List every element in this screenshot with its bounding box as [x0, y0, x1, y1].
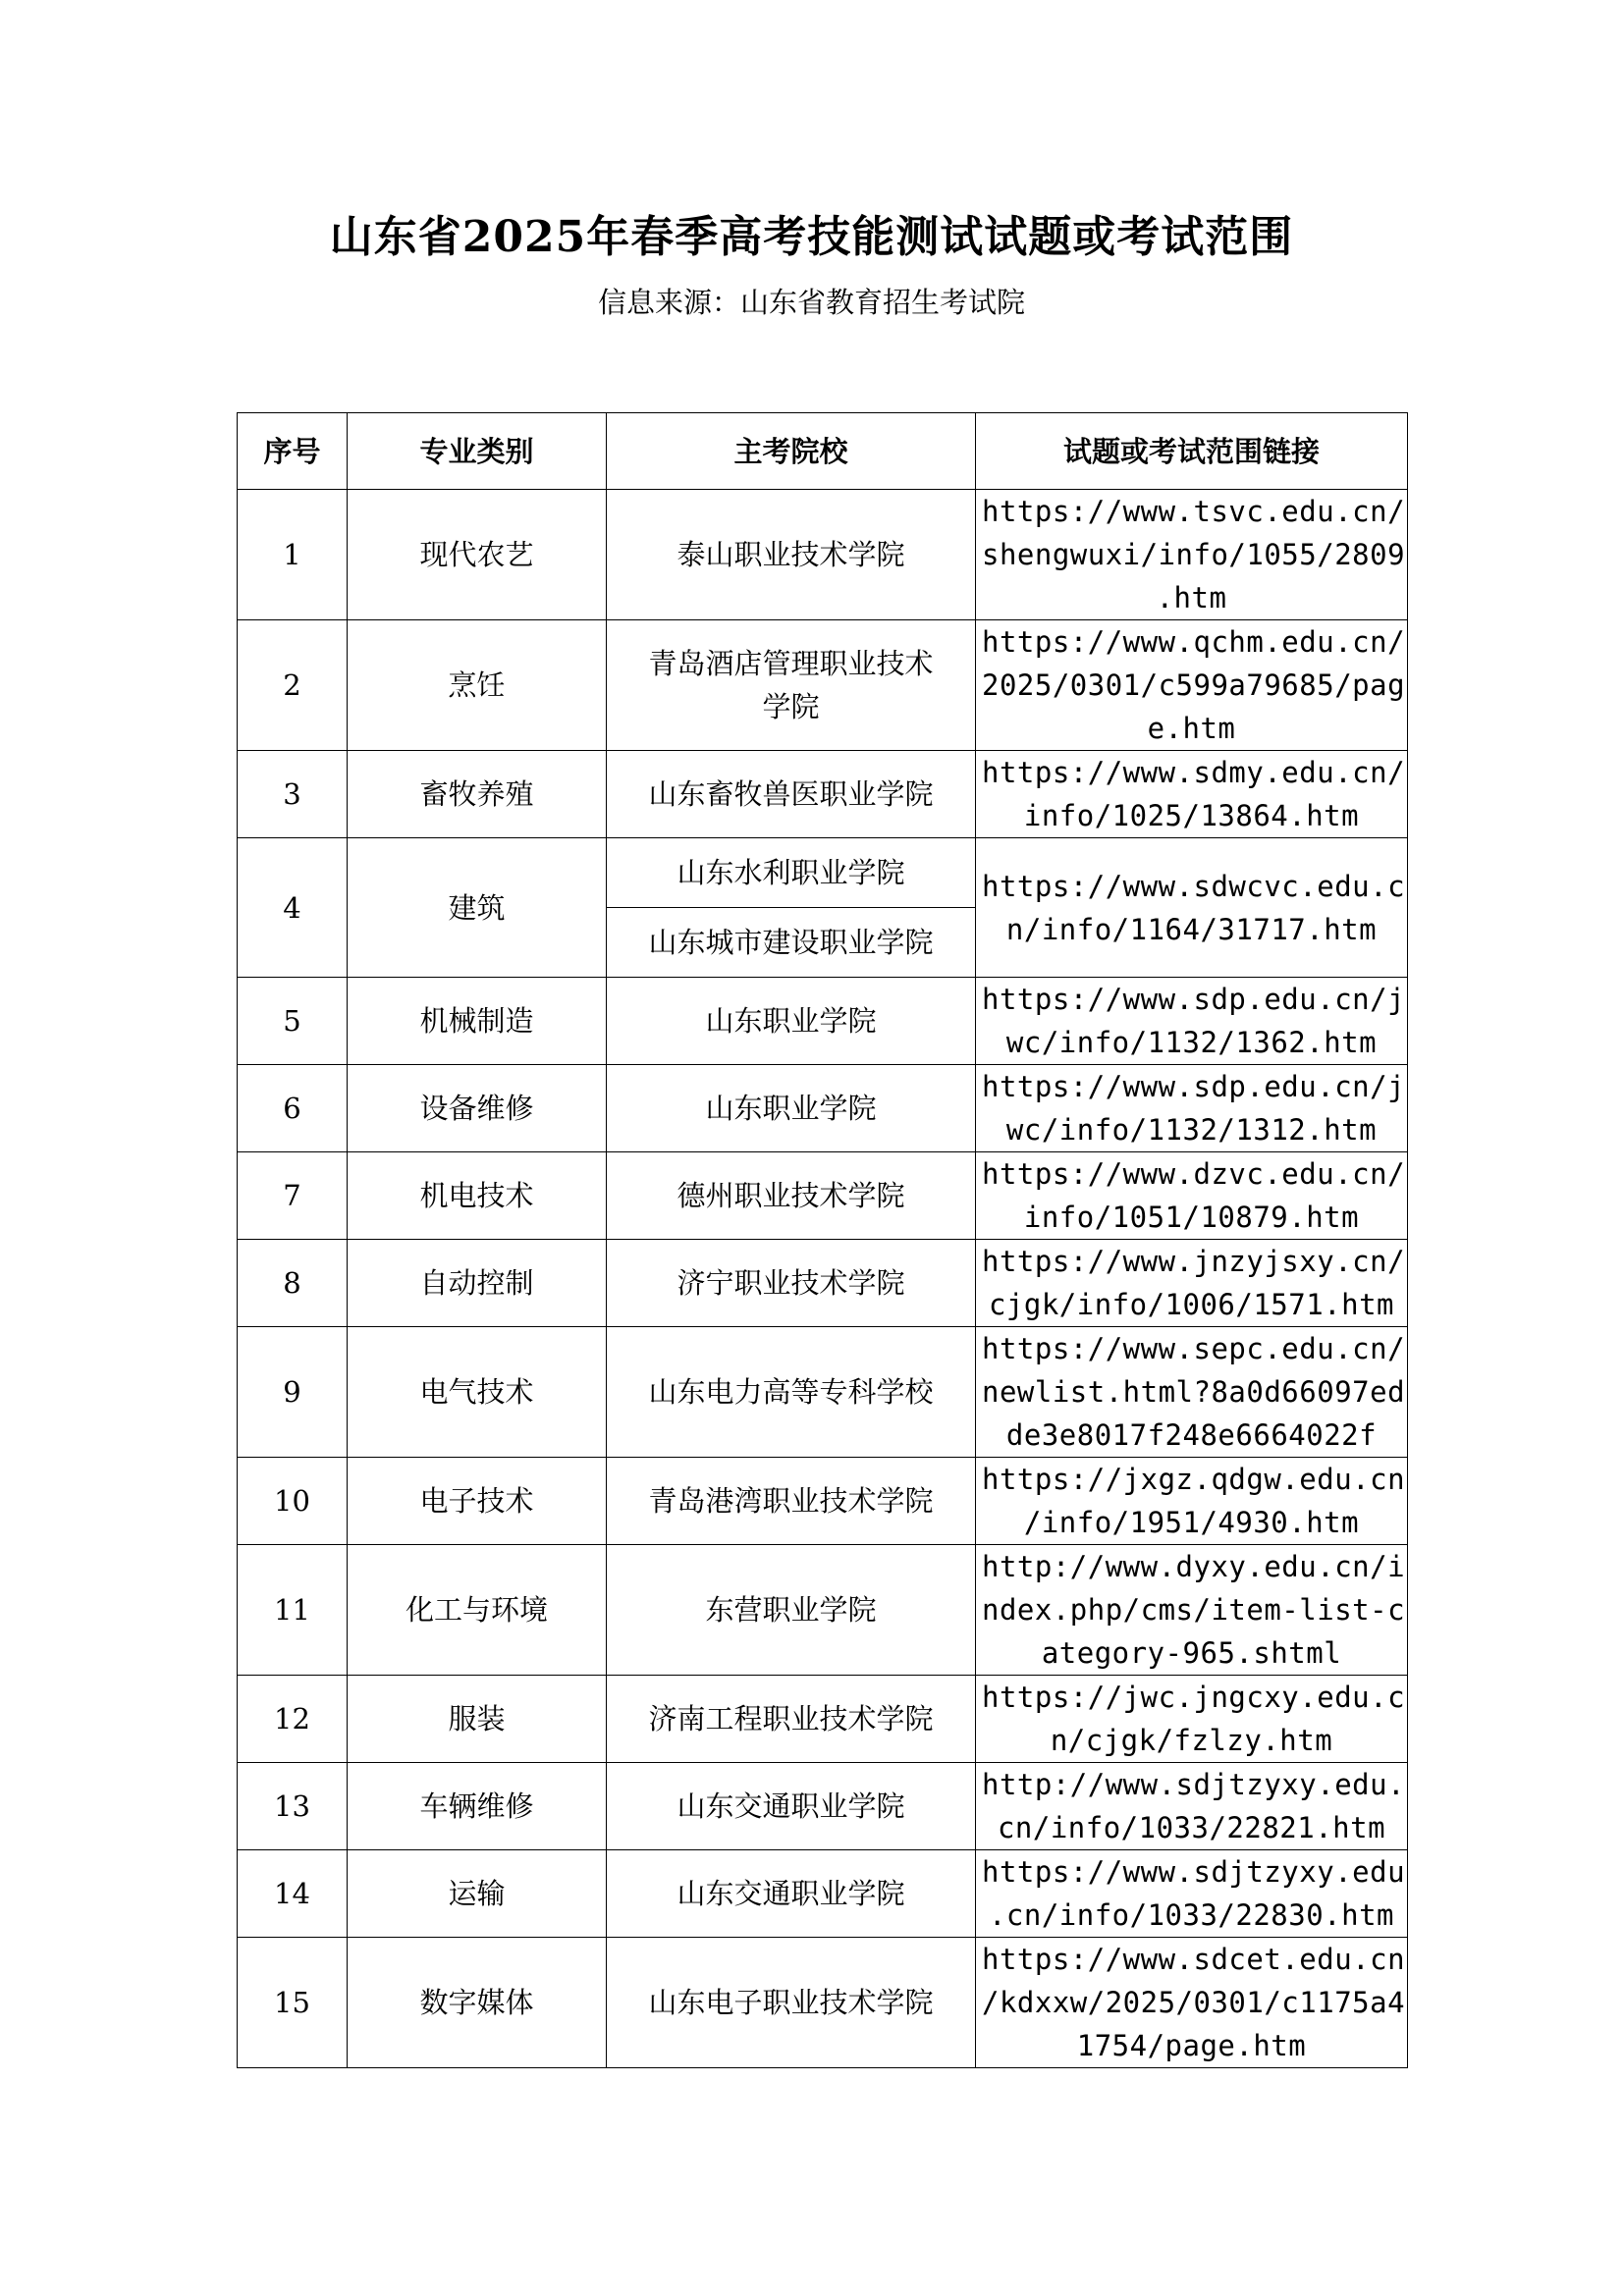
- cell-no: 12: [238, 1676, 348, 1763]
- cell-school: [607, 1763, 976, 1850]
- cell-link[interactable]: [976, 490, 1408, 620]
- school-name-line: 山东畜牧兽医职业学院: [648, 777, 934, 811]
- link-url-line: https://www.dzvc.edu.cn/: [982, 1157, 1406, 1191]
- cell-category: 服装: [348, 1676, 607, 1763]
- table-row: [238, 1240, 1408, 1327]
- cell-link[interactable]: [976, 751, 1408, 838]
- link-url-line: https://www.sdp.edu.cn/j: [982, 1070, 1406, 1103]
- cell-no: 2: [238, 620, 348, 751]
- school-name-line: 德州职业技术学院: [676, 1179, 905, 1212]
- cell-school: [607, 1240, 976, 1327]
- exam-scope-table: [237, 412, 1408, 2068]
- cell-no: 5: [238, 978, 348, 1065]
- school-name-line: 山东职业学院: [705, 1004, 877, 1038]
- school-name-line: 山东交通职业学院: [676, 1789, 905, 1823]
- cell-no: 10: [238, 1458, 348, 1545]
- link-url-line: cn/info/1033/22821.htm: [997, 1811, 1386, 1844]
- link-url-line: .cn/info/1033/22830.htm: [988, 1898, 1395, 1932]
- link-url-line: /kdxxw/2025/0301/c1175a4: [982, 1986, 1406, 2019]
- link-url-line: info/1025/13864.htm: [1023, 799, 1360, 832]
- header-link: 试题或考试范围链接: [976, 413, 1408, 490]
- school-name-line: 山东交通职业学院: [676, 1877, 905, 1910]
- cell-category: 现代农艺: [348, 490, 607, 620]
- cell-school: [607, 978, 976, 1065]
- cell-school: [607, 1938, 976, 2068]
- cell-no: 14: [238, 1850, 348, 1938]
- cell-school: [607, 1850, 976, 1938]
- link-url-line: n/cjgk/fzlzy.htm: [1050, 1724, 1333, 1757]
- link-url-line: https://www.jnzyjsxy.cn/: [982, 1245, 1406, 1278]
- cell-no: 8: [238, 1240, 348, 1327]
- link-url-line: cjgk/info/1006/1571.htm: [988, 1288, 1395, 1321]
- cell-link[interactable]: [976, 1458, 1408, 1545]
- link-url-line: .htm: [1156, 581, 1227, 614]
- cell-category: 设备维修: [348, 1065, 607, 1152]
- cell-link[interactable]: [976, 1065, 1408, 1152]
- cell-link[interactable]: [976, 1676, 1408, 1763]
- cell-link[interactable]: [976, 1938, 1408, 2068]
- cell-category: 车辆维修: [348, 1763, 607, 1850]
- cell-school: [607, 1545, 976, 1676]
- link-url-line: https://www.sdmy.edu.cn/: [982, 756, 1406, 789]
- table-row: [238, 1850, 1408, 1938]
- link-url-line: https://www.sdjtzyxy.edu: [982, 1855, 1406, 1889]
- table-row: [238, 1152, 1408, 1240]
- cell-school: [607, 620, 976, 751]
- cell-school: [607, 1327, 976, 1458]
- cell-no: 7: [238, 1152, 348, 1240]
- school-name-line: 泰山职业技术学院: [676, 538, 905, 571]
- school-name-line: 东营职业学院: [705, 1593, 877, 1627]
- link-url-line: https://www.sepc.edu.cn/: [982, 1332, 1406, 1365]
- cell-no: 6: [238, 1065, 348, 1152]
- cell-link[interactable]: [976, 1327, 1408, 1458]
- cell-category: 烹饪: [348, 620, 607, 751]
- cell-link[interactable]: [976, 1545, 1408, 1676]
- link-url-line: shengwuxi/info/1055/2809: [982, 538, 1406, 571]
- link-url-line: info/1051/10879.htm: [1023, 1201, 1360, 1234]
- cell-link[interactable]: [976, 1763, 1408, 1850]
- cell-school: [607, 838, 976, 908]
- school-name-line: 济南工程职业技术学院: [648, 1702, 934, 1735]
- school-name-line: 青岛港湾职业技术学院: [648, 1484, 934, 1518]
- table-row: [238, 1065, 1408, 1152]
- cell-category: 电子技术: [348, 1458, 607, 1545]
- link-url-line: https://www.qchm.edu.cn/: [982, 625, 1406, 659]
- link-url-line: http://www.dyxy.edu.cn/i: [982, 1550, 1406, 1583]
- cell-category: 机电技术: [348, 1152, 607, 1240]
- school-name-line: 山东电力高等专科学校: [648, 1375, 934, 1409]
- school-name-line: 山东城市建设职业学院: [648, 926, 934, 959]
- table-row: [238, 751, 1408, 838]
- link-url-line: https://www.tsvc.edu.cn/: [982, 495, 1406, 528]
- cell-category: 建筑: [348, 838, 607, 978]
- cell-school: [607, 1676, 976, 1763]
- cell-link[interactable]: [976, 978, 1408, 1065]
- table-row: [238, 1545, 1408, 1676]
- header-no: 序号: [238, 413, 348, 490]
- cell-no: 11: [238, 1545, 348, 1676]
- cell-link[interactable]: [976, 1240, 1408, 1327]
- cell-link[interactable]: [976, 838, 1408, 978]
- table-row: [238, 1938, 1408, 2068]
- link-url-line: n/info/1164/31717.htm: [1005, 912, 1378, 946]
- table-row: [238, 1676, 1408, 1763]
- cell-no: 4: [238, 838, 348, 978]
- header-category: 专业类别: [348, 413, 607, 490]
- link-url-line: 1754/page.htm: [1076, 2029, 1307, 2062]
- document-title: 山东省2025年春季高考技能测试试题或考试范围: [329, 212, 1294, 262]
- school-name-line: 山东电子职业技术学院: [648, 1986, 934, 2019]
- cell-school: [607, 751, 976, 838]
- link-url-line: https://www.sdp.edu.cn/j: [982, 983, 1406, 1016]
- cell-link[interactable]: [976, 1850, 1408, 1938]
- cell-link[interactable]: [976, 1152, 1408, 1240]
- link-url-line: ndex.php/cms/item-list-c: [982, 1593, 1406, 1627]
- cell-category: 数字媒体: [348, 1938, 607, 2068]
- table-row: [238, 1763, 1408, 1850]
- cell-category: 电气技术: [348, 1327, 607, 1458]
- link-url-line: ategory-965.shtml: [1041, 1636, 1342, 1670]
- link-url-line: 2025/0301/c599a79685/pag: [982, 668, 1406, 702]
- cell-no: 15: [238, 1938, 348, 2068]
- table-body: [238, 490, 1408, 2068]
- link-url-line: wc/info/1132/1362.htm: [1005, 1026, 1378, 1059]
- school-name-line: 学院: [762, 690, 820, 723]
- cell-no: 1: [238, 490, 348, 620]
- source-line: 信息来源：山东省教育招生考试院: [597, 286, 1025, 319]
- table-row: [238, 1327, 1408, 1458]
- school-name-line: 青岛酒店管理职业技术: [648, 647, 934, 680]
- table-row: [238, 620, 1408, 751]
- cell-category: 机械制造: [348, 978, 607, 1065]
- table-row: [238, 1458, 1408, 1545]
- cell-link[interactable]: [976, 620, 1408, 751]
- table-header-row: [238, 413, 1408, 490]
- cell-category: 运输: [348, 1850, 607, 1938]
- cell-no: 13: [238, 1763, 348, 1850]
- link-url-line: https://www.sdwcvc.edu.c: [982, 869, 1406, 903]
- cell-no: 9: [238, 1327, 348, 1458]
- header-school: 主考院校: [607, 413, 976, 490]
- school-name-line: 济宁职业技术学院: [676, 1266, 905, 1300]
- cell-school: [607, 1065, 976, 1152]
- table-row: [238, 490, 1408, 620]
- table-row: [238, 978, 1408, 1065]
- cell-no: 3: [238, 751, 348, 838]
- link-url-line: http://www.sdjtzyxy.edu.: [982, 1768, 1406, 1801]
- cell-category: 畜牧养殖: [348, 751, 607, 838]
- school-name-line: 山东水利职业学院: [676, 856, 905, 889]
- cell-school: [607, 490, 976, 620]
- link-url-line: e.htm: [1147, 712, 1236, 745]
- cell-category: 化工与环境: [348, 1545, 607, 1676]
- link-url-line: newlist.html?8a0d66097ed: [982, 1375, 1406, 1409]
- cell-school: [607, 908, 976, 978]
- cell-school: [607, 1152, 976, 1240]
- table-row: [238, 838, 1408, 908]
- cell-category: 自动控制: [348, 1240, 607, 1327]
- link-url-line: wc/info/1132/1312.htm: [1005, 1113, 1378, 1147]
- link-url-line: de3e8017f248e6664022f: [1005, 1418, 1378, 1452]
- link-url-line: https://www.sdcet.edu.cn: [982, 1943, 1406, 1976]
- link-url-line: /info/1951/4930.htm: [1023, 1506, 1360, 1539]
- school-name-line: 山东职业学院: [705, 1092, 877, 1125]
- cell-school: [607, 1458, 976, 1545]
- link-url-line: https://jwc.jngcxy.edu.c: [982, 1681, 1406, 1714]
- link-url-line: https://jxgz.qdgw.edu.cn: [982, 1463, 1406, 1496]
